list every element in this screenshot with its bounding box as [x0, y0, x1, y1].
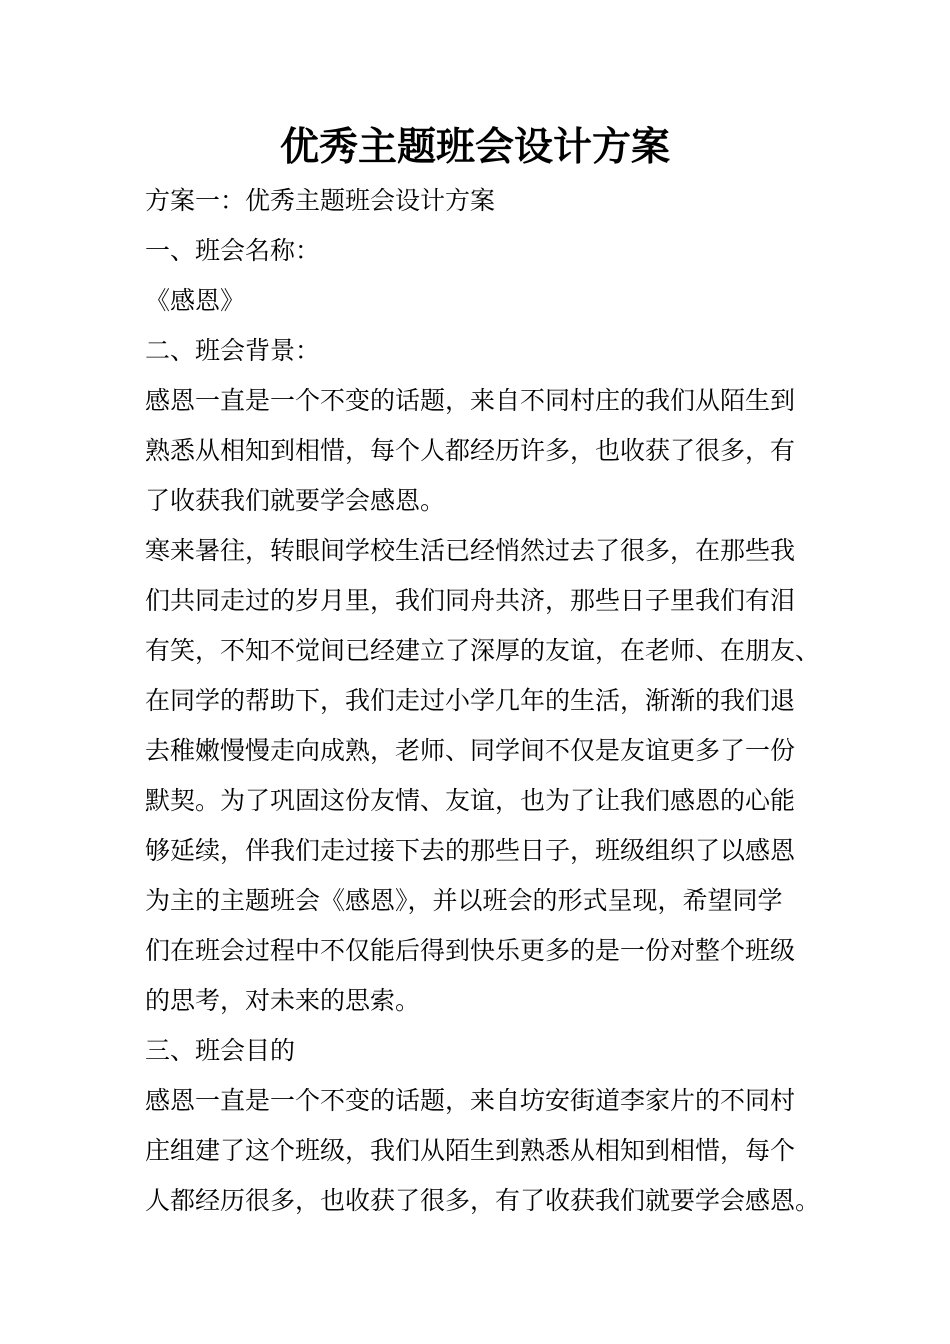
- paragraph-line: 感恩一直是一个不变的话题，来自坊安街道李家片的不同村: [145, 1086, 796, 1115]
- paragraph-line: 感恩一直是一个不变的话题，来自不同村庄的我们从陌生到: [145, 386, 796, 415]
- paragraph-line: 人都经历很多，也收获了很多，有了收获我们就要学会感恩。: [145, 1186, 821, 1215]
- paragraph-line: 们共同走过的岁月里，我们同舟共济，那些日子里我们有泪: [145, 586, 796, 615]
- document-title: 优秀主题班会设计方案: [279, 125, 670, 170]
- class-meeting-name: 《感恩》: [145, 286, 246, 315]
- section-heading-purpose: 三、班会目的: [145, 1036, 296, 1065]
- paragraph-line: 们在班会过程中不仅能后得到快乐更多的是一份对整个班级: [145, 936, 796, 965]
- paragraph-line: 为主的主题班会《感恩》，并以班会的形式呈现，希望同学: [145, 886, 783, 915]
- paragraph-line: 去稚嫩慢慢走向成熟，老师、同学间不仅是友谊更多了一份: [145, 736, 796, 765]
- paragraph-line: 庄组建了这个班级，我们从陌生到熟悉从相知到相惜，每个: [145, 1136, 796, 1165]
- paragraph-line: 在同学的帮助下，我们走过小学几年的生活，渐渐的我们退: [145, 686, 796, 715]
- paragraph-line: 有笑，不知不觉间已经建立了深厚的友谊，在老师、在朋友、: [145, 636, 821, 665]
- paragraph-line: 寒来暑往，转眼间学校生活已经悄然过去了很多，在那些我: [145, 536, 796, 565]
- paragraph-line: 了收获我们就要学会感恩。: [145, 486, 446, 515]
- heading-scheme-one: 方案一：优秀主题班会设计方案: [145, 186, 496, 215]
- section-heading-name: 一、班会名称：: [145, 236, 321, 265]
- paragraph-line: 够延续，伴我们走过接下去的那些日子，班级组织了以感恩: [145, 836, 796, 865]
- section-heading-background: 二、班会背景：: [145, 336, 321, 365]
- paragraph-line: 的思考，对未来的思索。: [145, 986, 421, 1015]
- document-body: [145, 176, 821, 1226]
- paragraph-line: 熟悉从相知到相惜，每个人都经历许多，也收获了很多，有: [145, 436, 796, 465]
- paragraph-line: 默契。为了巩固这份友情、友谊，也为了让我们感恩的心能: [145, 786, 796, 815]
